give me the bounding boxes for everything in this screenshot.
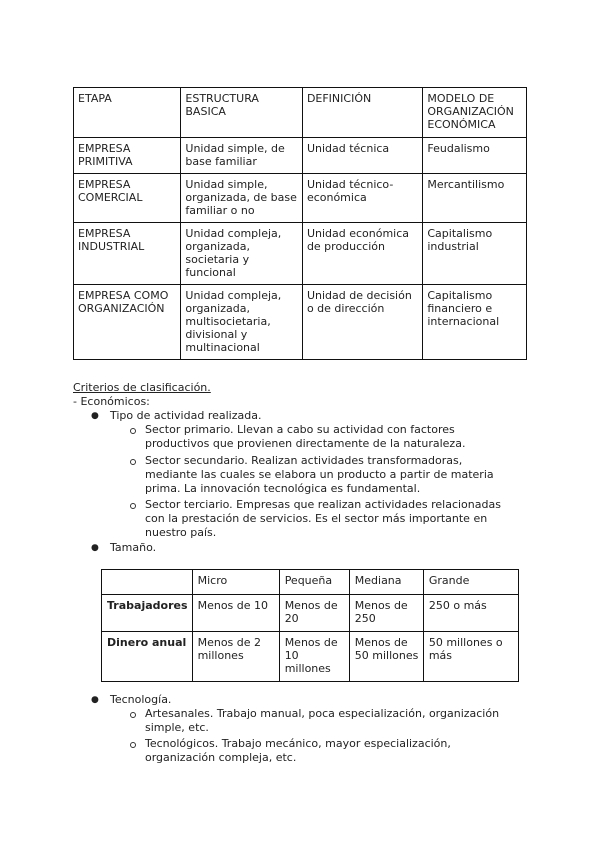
tecnologicos-line-2: organización compleja, etc. [145, 751, 297, 764]
artesanales-line-2: simple, etc. [145, 721, 209, 734]
circle-bullet-icon [130, 503, 136, 509]
table-cell: Mercantilismo [423, 174, 527, 223]
sector-secundario-line-1: Sector secundario. Realizan actividades transformadoras, [145, 454, 463, 467]
table-row [74, 285, 527, 360]
tamano-header-pequena: Pequeña [279, 570, 349, 595]
circle-bullet-icon [130, 742, 136, 748]
table-cell: Menos de 50 millones [349, 632, 423, 682]
table-cell [102, 570, 193, 595]
table-cell: Menos de 2 millones [192, 632, 279, 682]
table-cell: 50 millones o más [423, 632, 518, 682]
table-row [102, 595, 519, 632]
sector-primario-line-1: Sector primario. Llevan a cabo su actividad con factores [145, 423, 455, 436]
table-cell: Capitalismo financiero e internacional [423, 285, 527, 360]
sector-primario-line-2: productivos que provienen directamente de la naturaleza. [145, 437, 466, 450]
sector-secundario-line-3: prima. La innovación tecnológica es fundamental. [145, 482, 421, 495]
tamano-table [101, 569, 519, 682]
table-cell: Unidad simple, organizada, de base familiar o no [181, 174, 303, 223]
circle-bullet-icon [130, 428, 136, 434]
etapas-header-estructura: ESTRUCTURA BASICA [181, 88, 303, 138]
tamano-item: Tamaño. [110, 541, 157, 554]
table-cell: Menos de 250 [349, 595, 423, 632]
tamano-header-grande: Grande [423, 570, 518, 595]
table-cell: EMPRESA COMO ORGANIZACIÓN [74, 285, 181, 360]
tamano-row-label: Dinero anual [102, 632, 193, 682]
table-cell: Menos de 10 [192, 595, 279, 632]
table-cell: Unidad económica de producción [302, 223, 422, 285]
table-cell: Unidad simple, de base familiar [181, 138, 303, 174]
tecnologicos-line-1: Tecnológicos. Trabajo mecánico, mayor especialización, [145, 737, 451, 750]
artesanales-line-1: Artesanales. Trabajo manual, poca especialización, organización [145, 707, 500, 720]
table-cell: 250 o más [423, 595, 518, 632]
sector-terciario-line-3: nuestro país. [145, 526, 217, 539]
sector-terciario-line-1: Sector terciario. Empresas que realizan actividades relacionadas [145, 498, 501, 511]
circle-bullet-icon [130, 459, 136, 465]
tecnologia-item: Tecnología. [110, 693, 172, 706]
table-row [74, 223, 527, 285]
bullet-icon: ● [91, 543, 99, 553]
table-cell: EMPRESA PRIMITIVA [74, 138, 181, 174]
circle-bullet-icon [130, 712, 136, 718]
table-cell: Menos de 10 millones [279, 632, 349, 682]
table-cell: Unidad compleja, organizada, multisocietaria, divisional y multinacional [181, 285, 303, 360]
etapas-header-etapa: ETAPA [74, 88, 181, 138]
criterios-title: Criterios de clasificación. [73, 381, 211, 394]
tamano-row-label: Trabajadores [102, 595, 193, 632]
table-cell: Unidad técnica [302, 138, 422, 174]
bullet-icon: ● [91, 695, 99, 705]
etapas-table [73, 87, 527, 360]
table-cell: Unidad de decisión o de dirección [302, 285, 422, 360]
tamano-header-mediana: Mediana [349, 570, 423, 595]
tipo-actividad-item: Tipo de actividad realizada. [110, 409, 262, 422]
etapas-header-definicion: DEFINICIÓN [302, 88, 422, 138]
table-cell: EMPRESA INDUSTRIAL [74, 223, 181, 285]
economicos-label: - Económicos: [73, 395, 150, 408]
etapas-table-header-row [74, 88, 527, 138]
table-cell: Menos de 20 [279, 595, 349, 632]
tamano-table-header-row [102, 570, 519, 595]
table-cell: Unidad compleja, organizada, societaria y funcional [181, 223, 303, 285]
tamano-header-micro: Micro [192, 570, 279, 595]
table-row [74, 174, 527, 223]
table-cell: Unidad técnico-económica [302, 174, 422, 223]
sector-terciario-line-2: con la prestación de servicios. Es el sector más importante en [145, 512, 488, 525]
table-row [74, 138, 527, 174]
table-cell: EMPRESA COMERCIAL [74, 174, 181, 223]
table-cell: Feudalismo [423, 138, 527, 174]
table-row [102, 632, 519, 682]
bullet-icon: ● [91, 411, 99, 421]
etapas-header-modelo: MODELO DE ORGANIZACIÓN ECONÓMICA [423, 88, 527, 138]
sector-secundario-line-2: mediante las cuales se elabora un producto a partir de materia [145, 468, 494, 481]
table-cell: Capitalismo industrial [423, 223, 527, 285]
